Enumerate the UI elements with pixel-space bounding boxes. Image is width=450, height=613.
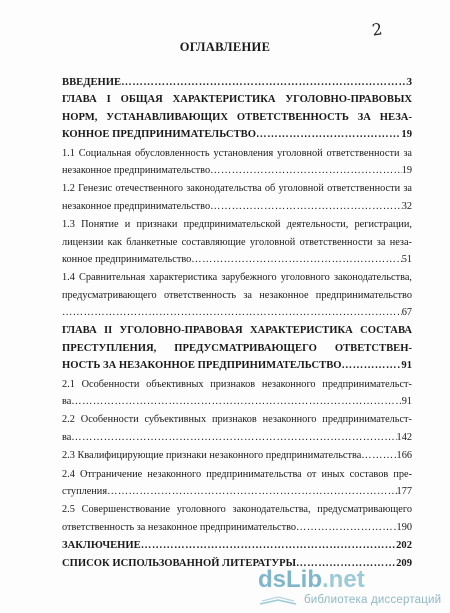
toc-entry-2-2-line2[interactable] [62,429,412,446]
toc-entry-2-2-line1[interactable] [62,411,412,428]
toc-entry-2-1-line1[interactable] [62,376,412,393]
toc-entry-page: 19 [401,129,412,141]
toc-entry-1-3-line2[interactable] [62,234,412,251]
toc-entry-text: ЗАКЛЮЧЕНИЕ [62,540,141,552]
toc-entry-text: 1.4 Сравнительная характеристика зарубежного уголовного законодательства, [62,272,412,284]
toc-entry-page: 209 [396,557,412,569]
toc-entry-1-2-line1[interactable] [62,180,412,197]
toc-entry-page: 67 [401,307,412,319]
dslib-subtitle: библиотека диссертаций [304,594,442,606]
toc-entry-text: ВВЕДЕНИЕ [62,77,122,88]
leader-dots [71,429,396,446]
dslib-watermark [258,566,448,608]
toc-title: ОГЛАВЛЕНИЕ [179,40,271,54]
leader-dots [141,537,396,554]
leader-dots [107,483,396,500]
toc-entry-text: незаконное предпринимательство [62,200,211,212]
toc-entry-text: ответственность за незаконное предпринимательство [62,521,297,533]
leader-dots [296,519,397,536]
toc-entry-2-1-line2[interactable] [62,393,412,410]
toc-entry-text: НОСТЬ ЗА НЕЗАКОННОЕ ПРЕДПРИНИМАТЕЛЬСТВО [62,360,342,372]
toc-entry-text: ГЛАВА I ОБЩАЯ ХАРАКТЕРИСТИКА УГОЛОВНО-ПРАВОВЫХ [62,94,412,106]
toc-entry-1-2-line2[interactable] [62,198,412,215]
toc-entry-1-1-line1[interactable] [62,145,412,162]
toc-entry-page: 202 [396,540,412,552]
toc-entry-text: ва [62,396,72,408]
toc-entry-page: 177 [396,485,412,497]
toc-entry-text: ва [62,431,72,443]
toc-entry-text: 1.2 Генезис отечественного законодательства об уголовной ответственности за [62,183,412,195]
toc-entry-text: лицензии как бланкетные составляющие уголовной ответственности за неза- [62,236,412,248]
leader-dots [121,74,407,91]
toc-entry-text: конное предпринимательство [62,253,192,265]
toc-entry-page: 51 [401,253,412,265]
toc-entry-chapter1-line1[interactable] [62,91,412,108]
dslib-logo: ds Lib .net [258,566,365,593]
toc-entry-1-3-line3[interactable] [62,251,412,268]
toc-entry-chapter2-line2[interactable] [62,340,412,357]
leader-dots [210,162,402,179]
table-of-contents [62,74,412,572]
toc-entry-1-4-line1[interactable] [62,269,412,286]
toc-entry-text: незаконное предпринимательство [62,164,211,176]
toc-entry-page: 91 [401,360,412,372]
toc-entry-text: ПРЕСТУПЛЕНИЯ, ПРЕДУСМАТРИВАЮЩЕГО ОТВЕТСТВЕН- [62,342,412,354]
toc-entry-text: предусматривающего ответственность за незаконное предпринимательство [62,289,412,301]
toc-entry-text: 2.2 Особенности субъективных признаков незаконного предпринимательст- [62,414,412,426]
leader-dots [191,251,401,268]
leader-dots [62,304,402,321]
toc-entry-2-4-line1[interactable] [62,466,412,483]
toc-entry-introduction[interactable] [62,74,412,91]
toc-entry-text: 1.3 Понятие и признаки предпринимательской деятельности, регистрации, [62,219,412,231]
toc-entry-text: 2.1 Особенности объективных признаков незаконного предпринимательст- [62,378,412,390]
toc-entry-chapter1-line2[interactable] [62,109,412,126]
leader-dots [210,198,402,215]
book-icon [258,592,298,606]
toc-entry-1-4-line2[interactable] [62,287,412,304]
toc-entry-page: 3 [406,77,412,88]
toc-entry-2-5-line1[interactable] [62,501,412,518]
toc-entry-conclusion[interactable] [62,537,412,554]
toc-entry-1-4-line3[interactable] [62,304,412,321]
handwritten-page-mark: 2 [370,19,384,40]
toc-entry-chapter2-line1[interactable] [62,322,412,339]
toc-entry-2-4-line2[interactable] [62,483,412,500]
toc-entry-page: 166 [396,450,412,462]
toc-entry-2-3[interactable] [62,447,412,464]
toc-entry-text: 2.4 Отграничение незаконного предпринимательства от иных составов пре- [62,468,412,480]
toc-entry-page: 19 [401,164,412,176]
toc-entry-chapter1-line3[interactable] [62,126,412,143]
toc-entry-text: 2.5 Совершенствование уголовного законодательства, предусматривающего [62,504,412,516]
toc-entry-1-1-line2[interactable] [62,162,412,179]
toc-entry-text: ГЛАВА II УГОЛОВНО-ПРАВОВАЯ ХАРАКТЕРИСТИКА СОСТАВА [62,325,412,337]
leader-dots [361,447,396,464]
toc-entry-2-5-line2[interactable] [62,519,412,536]
toc-entry-chapter2-line3[interactable] [62,357,412,374]
toc-entry-text: НОРМ, УСТАНАВЛИВАЮЩИХ ОТВЕТСТВЕННОСТЬ ЗА НЕЗА- [62,111,412,123]
toc-entry-page: 190 [396,521,412,533]
toc-entry-page: 32 [401,200,412,212]
toc-entry-1-3-line1[interactable] [62,216,412,233]
toc-entry-text: 1.1 Социальная обусловленность установления уголовной ответственности за [62,147,412,159]
toc-entry-text: 2.3 Квалифицирующие признаки незаконного предпринимательства [62,450,362,462]
leader-dots [256,126,401,143]
toc-entry-page: 142 [396,431,412,443]
toc-entry-text: КОННОЕ ПРЕДПРИНИМАТЕЛЬСТВО [62,129,256,141]
toc-entry-text: СПИСОК ИСПОЛЬЗОВАННОЙ ЛИТЕРАТУРЫ [62,557,296,569]
toc-entry-text: ступления [62,485,108,497]
leader-dots [342,357,402,374]
leader-dots [71,393,401,410]
toc-entry-page: 91 [401,396,412,408]
